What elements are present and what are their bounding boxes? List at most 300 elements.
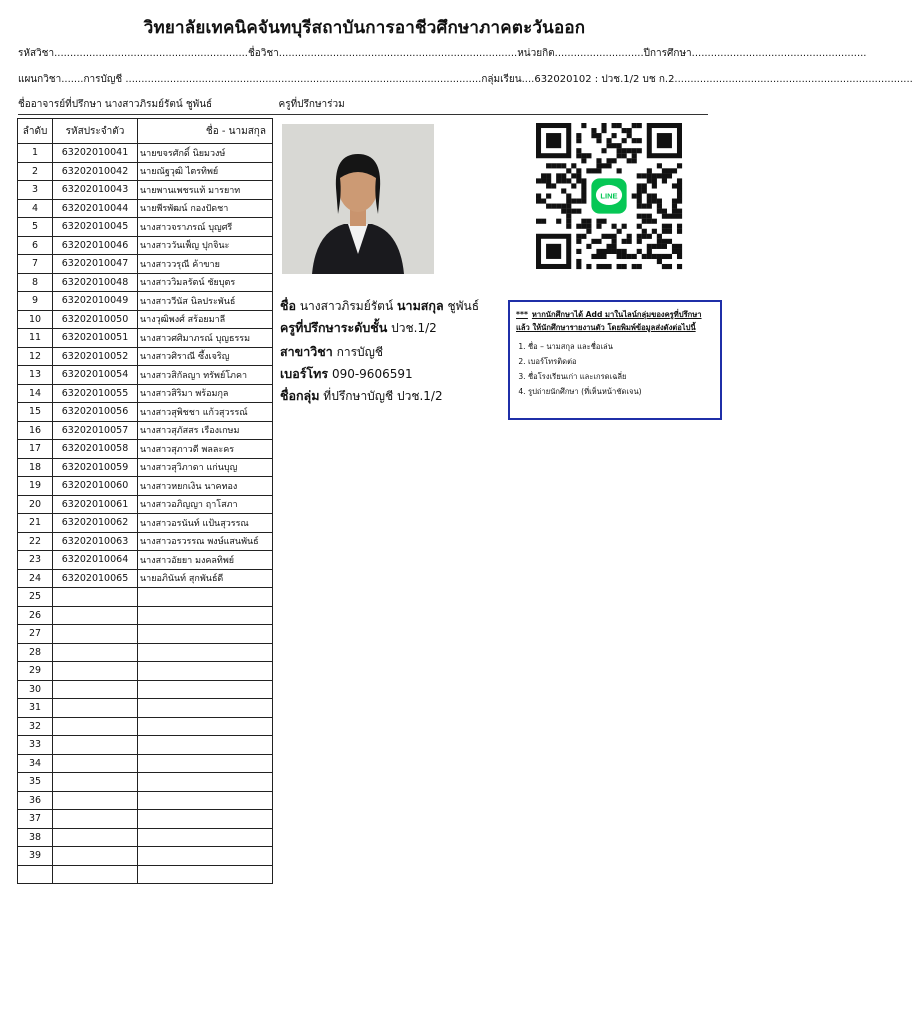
qr-module — [642, 214, 647, 219]
table-row — [18, 847, 273, 866]
cell-no: 9 — [18, 292, 53, 311]
table-row — [18, 144, 273, 163]
qr-module — [551, 204, 556, 209]
qr-module — [586, 153, 591, 158]
cell-no: 7 — [18, 255, 53, 274]
table-row — [18, 643, 273, 662]
table-row — [18, 495, 273, 514]
table-row — [18, 810, 273, 829]
qr-module — [586, 244, 591, 249]
cell-no: 21 — [18, 514, 53, 533]
qr-module — [622, 153, 627, 158]
qr-module — [667, 229, 672, 234]
table-row — [18, 569, 273, 588]
qr-module — [632, 254, 637, 259]
qr-module — [662, 229, 667, 234]
qr-module — [566, 199, 571, 204]
header-rule — [18, 114, 708, 115]
qr-module — [606, 249, 611, 254]
level-label: ครูที่ปรึกษาระดับชั้น — [280, 320, 388, 335]
cell-no: 10 — [18, 310, 53, 329]
qr-module — [566, 219, 571, 224]
cell-no: 17 — [18, 440, 53, 459]
portrait-illustration — [282, 124, 434, 274]
qr-module — [581, 188, 586, 193]
qr-module — [606, 244, 611, 249]
cell-student-name: นางสาวอรวรรณ พงษ์แสนพันธ์ — [138, 532, 273, 551]
qr-module — [576, 259, 581, 264]
qr-module — [622, 128, 627, 133]
qr-module — [652, 229, 657, 234]
qr-module — [672, 214, 677, 219]
qr-module — [606, 163, 611, 168]
qr-module — [561, 173, 566, 178]
cell-no: 36 — [18, 791, 53, 810]
cell-student-id — [53, 754, 138, 773]
qr-module — [667, 264, 672, 269]
surname-value: ชูพันธ์ — [447, 299, 480, 313]
qr-module — [627, 128, 632, 133]
cell-student-name: นางวุฒิพงศ์ สร้อยมาลี — [138, 310, 273, 329]
qr-module — [637, 188, 642, 193]
qr-module — [632, 138, 637, 143]
qr-module — [642, 229, 647, 234]
qr-module — [622, 239, 627, 244]
table-row — [18, 680, 273, 699]
cell-no: 3 — [18, 181, 53, 200]
cell-student-name: นายพีรพัฒน์ กองปัดชา — [138, 199, 273, 218]
qr-module — [586, 168, 591, 173]
phone-label: เบอร์โทร — [280, 366, 329, 381]
list-item: 3. ชื่อโรงเรียนเก่า และเกรดเฉลี่ย — [528, 369, 714, 384]
qr-module — [637, 138, 642, 143]
header-line-subject: รหัสวิชา.............................................................ชื่อวิชา...........................................................................หน่วยกิต............................ปีการศึกษา....................................................... — [18, 48, 867, 59]
cell-student-name: นางสาววีนัส นิลประพันธ์ — [138, 292, 273, 311]
qr-module — [652, 178, 657, 183]
group-label: ชื่อกลุ่ม — [280, 388, 320, 403]
cell-no: 4 — [18, 199, 53, 218]
qr-module — [591, 239, 596, 244]
qr-module — [546, 173, 551, 178]
qr-module — [576, 168, 581, 173]
qr-module — [591, 133, 596, 138]
qr-module — [647, 199, 652, 204]
qr-module — [622, 249, 627, 254]
cell-student-id: 63202010058 — [53, 440, 138, 459]
cell-student-name: นางสาววิมลรัตน์ ชัยบุตร — [138, 273, 273, 292]
qr-module — [571, 173, 576, 178]
qr-module — [591, 168, 596, 173]
qr-finder-center — [546, 133, 561, 148]
qr-code — [536, 123, 682, 269]
qr-module — [642, 234, 647, 239]
cell-student-id — [53, 828, 138, 847]
qr-module — [672, 209, 677, 214]
student-roster-table — [17, 118, 273, 884]
qr-module — [561, 204, 566, 209]
table-row — [18, 551, 273, 570]
qr-module — [662, 173, 667, 178]
cell-no: 20 — [18, 495, 53, 514]
cell-student-id: 63202010063 — [53, 532, 138, 551]
qr-module — [672, 183, 677, 188]
qr-module — [637, 239, 642, 244]
qr-module — [566, 168, 571, 173]
name-label: ชื่อ — [280, 298, 296, 313]
cell-student-name — [138, 606, 273, 625]
qr-module — [672, 204, 677, 209]
qr-module — [637, 214, 642, 219]
co-advisor-label: ครูที่ปรึกษาร่วม — [278, 99, 345, 110]
qr-module — [662, 244, 667, 249]
qr-module — [556, 173, 561, 178]
cell-student-id: 63202010043 — [53, 181, 138, 200]
instruction-list — [516, 339, 714, 399]
qr-module — [677, 209, 682, 214]
level-value: ปวช.1/2 — [391, 321, 437, 335]
cell-student-id: 63202010045 — [53, 218, 138, 237]
qr-module — [576, 234, 581, 239]
qr-module — [632, 148, 637, 153]
qr-module — [652, 219, 657, 224]
cell-no: 37 — [18, 810, 53, 829]
qr-module — [576, 199, 581, 204]
student-photo — [282, 124, 434, 274]
advisor-phone-row — [280, 364, 413, 384]
qr-module — [677, 199, 682, 204]
cell-student-id — [53, 791, 138, 810]
cell-student-name — [138, 588, 273, 607]
qr-module — [657, 234, 662, 239]
table-row — [18, 606, 273, 625]
cell-no: 30 — [18, 680, 53, 699]
qr-module — [652, 254, 657, 259]
cell-no: 14 — [18, 384, 53, 403]
cell-student-name — [138, 680, 273, 699]
qr-module — [627, 158, 632, 163]
table-row — [18, 662, 273, 681]
list-item: 2. เบอร์โทรติดต่อ — [528, 354, 714, 369]
cell-student-id — [53, 865, 138, 884]
cell-no: 22 — [18, 532, 53, 551]
advisor-major-row — [280, 342, 383, 362]
cell-student-id — [53, 588, 138, 607]
major-label: สาขาวิชา — [280, 344, 333, 359]
qr-module — [647, 219, 652, 224]
cell-student-id: 63202010064 — [53, 551, 138, 570]
cell-student-name: นางสาวอรนันท์ แป้นสุวรรณ — [138, 514, 273, 533]
cell-student-name: นายขจรศักดิ์ นิยมวงษ์ — [138, 144, 273, 163]
qr-module — [612, 143, 617, 148]
qr-module — [657, 173, 662, 178]
qr-module — [566, 204, 571, 209]
qr-module — [627, 254, 632, 259]
cell-student-name — [138, 699, 273, 718]
column-header-no: ลำดับ — [18, 119, 53, 144]
cell-no: 26 — [18, 606, 53, 625]
qr-module — [576, 173, 581, 178]
cell-student-name: นางสาวจราภรณ์ บุญศรี — [138, 218, 273, 237]
qr-module — [662, 254, 667, 259]
note-stars: *** — [516, 310, 528, 319]
qr-module — [632, 153, 637, 158]
qr-module — [581, 219, 586, 224]
cell-no: 39 — [18, 847, 53, 866]
list-item: 1. ชื่อ – นามสกุล และชื่อเล่น — [528, 339, 714, 354]
name-value: นางสาวภิรมย์รัตน์ — [299, 299, 394, 313]
column-header-id: รหัสประจำตัว — [53, 119, 138, 144]
qr-module — [551, 183, 556, 188]
qr-module — [541, 178, 546, 183]
qr-module — [612, 158, 617, 163]
cell-no: 28 — [18, 643, 53, 662]
cell-student-id: 63202010046 — [53, 236, 138, 255]
qr-module — [606, 264, 611, 269]
table-row — [18, 440, 273, 459]
major-value: การบัญชี — [336, 345, 383, 359]
qr-module — [561, 163, 566, 168]
qr-module — [581, 199, 586, 204]
cell-no: 34 — [18, 754, 53, 773]
qr-module — [536, 219, 541, 224]
cell-no: 12 — [18, 347, 53, 366]
table-row — [18, 236, 273, 255]
qr-module — [601, 254, 606, 259]
cell-student-id — [53, 662, 138, 681]
qr-module — [571, 209, 576, 214]
table-row — [18, 828, 273, 847]
qr-module — [591, 128, 596, 133]
qr-module — [541, 173, 546, 178]
qr-module — [561, 209, 566, 214]
qr-module — [581, 193, 586, 198]
cell-student-id: 63202010060 — [53, 477, 138, 496]
qr-module — [637, 183, 642, 188]
qr-module — [637, 123, 642, 128]
qr-module — [657, 209, 662, 214]
qr-module — [662, 168, 667, 173]
qr-module — [551, 163, 556, 168]
qr-module — [596, 163, 601, 168]
qr-module — [617, 249, 622, 254]
table-row — [18, 255, 273, 274]
qr-module — [596, 168, 601, 173]
qr-module — [617, 168, 622, 173]
qr-module — [601, 234, 606, 239]
qr-module — [677, 244, 682, 249]
qr-module — [637, 199, 642, 204]
qr-module — [561, 188, 566, 193]
document-title: วิทยาลัยเทคนิคจันทบุรีสถาบันการอาชีวศึกษาภาคตะวันออก — [143, 18, 586, 38]
qr-module — [546, 183, 551, 188]
cell-student-id: 63202010047 — [53, 255, 138, 274]
qr-module — [647, 214, 652, 219]
qr-module — [576, 239, 581, 244]
qr-module — [662, 209, 667, 214]
qr-module — [622, 264, 627, 269]
cell-no: 18 — [18, 458, 53, 477]
cell-no: 29 — [18, 662, 53, 681]
qr-module — [637, 173, 642, 178]
qr-module — [566, 209, 571, 214]
qr-module — [601, 123, 606, 128]
qr-module — [647, 193, 652, 198]
qr-module — [662, 239, 667, 244]
qr-module — [581, 153, 586, 158]
cell-student-name: นางสาวสุวิภาดา แก่นบุญ — [138, 458, 273, 477]
cell-student-name — [138, 754, 273, 773]
cell-student-name: นายณัฐวุฒิ ไตรทิพย์ — [138, 162, 273, 181]
qr-module — [606, 158, 611, 163]
qr-module — [612, 123, 617, 128]
cell-no: 8 — [18, 273, 53, 292]
table-row — [18, 384, 273, 403]
qr-module — [627, 148, 632, 153]
cell-student-name — [138, 643, 273, 662]
note-heading-text: หากนักศึกษาได้ Add มาในไลน์กลุ่มของครูที่ปรึกษาแล้ว ให้นักศึกษารายงานตัว โดยพิมพ์ข้อมูลส่งดังต่อไปนี้ — [516, 310, 702, 332]
cell-student-name: นายอภินันท์ สุกพันธ์ดี — [138, 569, 273, 588]
qr-module — [581, 178, 586, 183]
qr-module — [627, 239, 632, 244]
cell-no: 2 — [18, 162, 53, 181]
cell-student-name: นางสาวสุภาวดี พลละคร — [138, 440, 273, 459]
cell-student-name — [138, 662, 273, 681]
cell-no: 31 — [18, 699, 53, 718]
qr-module — [601, 264, 606, 269]
qr-module — [662, 224, 667, 229]
cell-student-name — [138, 847, 273, 866]
qr-module — [556, 178, 561, 183]
qr-module — [642, 173, 647, 178]
advisor-level-row — [280, 318, 437, 338]
qr-module — [571, 199, 576, 204]
qr-module — [596, 138, 601, 143]
qr-module — [637, 234, 642, 239]
qr-module — [657, 163, 662, 168]
qr-module — [657, 254, 662, 259]
qr-module — [677, 183, 682, 188]
qr-module — [536, 193, 541, 198]
cell-student-name: นางสาวศศิมาภรณ์ บุญธรรม — [138, 329, 273, 348]
qr-module — [606, 143, 611, 148]
table-row — [18, 514, 273, 533]
cell-no: 32 — [18, 717, 53, 736]
qr-module — [541, 219, 546, 224]
qr-module — [581, 183, 586, 188]
advisor-group-row — [280, 386, 443, 406]
cell-no: 23 — [18, 551, 53, 570]
cell-student-name — [138, 865, 273, 884]
cell-student-name: นางสาวอัยยา มงคลทิพย์ — [138, 551, 273, 570]
header-line-department: แผนกวิชา.......การบัญชี ................................................................................................................กลุ่มเรียน....632020102 : ปวช.1/2 บช ก.2........................................................................... — [18, 74, 913, 85]
cell-student-id — [53, 699, 138, 718]
qr-module — [581, 123, 586, 128]
qr-module — [647, 173, 652, 178]
cell-student-id — [53, 625, 138, 644]
table-row — [18, 773, 273, 792]
qr-module — [647, 249, 652, 254]
qr-module — [647, 234, 652, 239]
qr-module — [617, 254, 622, 259]
cell-student-name — [138, 810, 273, 829]
qr-module — [617, 143, 622, 148]
qr-module — [677, 178, 682, 183]
qr-module — [612, 234, 617, 239]
qr-module — [617, 264, 622, 269]
qr-module — [586, 224, 591, 229]
qr-module — [617, 123, 622, 128]
cell-student-id: 63202010056 — [53, 403, 138, 422]
qr-module — [657, 259, 662, 264]
qr-module — [546, 193, 551, 198]
group-value: ที่ปรึกษาบัญชี ปวช.1/2 — [323, 389, 443, 403]
qr-module — [632, 193, 637, 198]
table-header-row — [18, 119, 273, 144]
cell-student-name — [138, 791, 273, 810]
table-row — [18, 403, 273, 422]
cell-student-name — [138, 828, 273, 847]
table-row — [18, 588, 273, 607]
qr-module — [612, 224, 617, 229]
qr-module — [672, 199, 677, 204]
qr-module — [617, 229, 622, 234]
cell-student-id — [53, 680, 138, 699]
qr-module — [601, 163, 606, 168]
cell-student-name: นายพานเพชรแท้ มารยาท — [138, 181, 273, 200]
cell-no: 19 — [18, 477, 53, 496]
qr-module — [647, 178, 652, 183]
cell-student-name — [138, 773, 273, 792]
qr-module — [576, 148, 581, 153]
advisor-name-row — [280, 296, 479, 316]
table-row — [18, 162, 273, 181]
qr-module — [627, 234, 632, 239]
column-header-name: ชื่อ - นามสกุล — [138, 119, 273, 144]
qr-module — [632, 264, 637, 269]
qr-module — [536, 178, 541, 183]
qr-module — [677, 224, 682, 229]
cell-student-id: 63202010042 — [53, 162, 138, 181]
table-row — [18, 347, 273, 366]
qr-module — [596, 264, 601, 269]
cell-student-name — [138, 736, 273, 755]
qr-module — [677, 264, 682, 269]
qr-module — [596, 219, 601, 224]
qr-module — [667, 254, 672, 259]
qr-module — [647, 254, 652, 259]
cell-student-id: 63202010048 — [53, 273, 138, 292]
cell-student-id — [53, 810, 138, 829]
qr-finder-center — [546, 244, 561, 259]
qr-module — [576, 224, 581, 229]
qr-module — [672, 168, 677, 173]
cell-no — [18, 865, 53, 884]
instruction-heading — [516, 308, 714, 334]
qr-module — [601, 148, 606, 153]
qr-module — [652, 193, 657, 198]
cell-no: 16 — [18, 421, 53, 440]
cell-student-id: 63202010061 — [53, 495, 138, 514]
qr-module — [617, 148, 622, 153]
qr-module — [642, 204, 647, 209]
cell-student-id — [53, 606, 138, 625]
list-item: 4. รูปถ่ายนักศึกษา (ที่เห็นหน้าชัดเจน) — [528, 384, 714, 399]
cell-student-name: นางสาววรุณี ค้าขาย — [138, 255, 273, 274]
table-row — [18, 736, 273, 755]
qr-module — [581, 224, 586, 229]
cell-student-name: นางสาวหยกเงิน นาคทอง — [138, 477, 273, 496]
table-row — [18, 218, 273, 237]
